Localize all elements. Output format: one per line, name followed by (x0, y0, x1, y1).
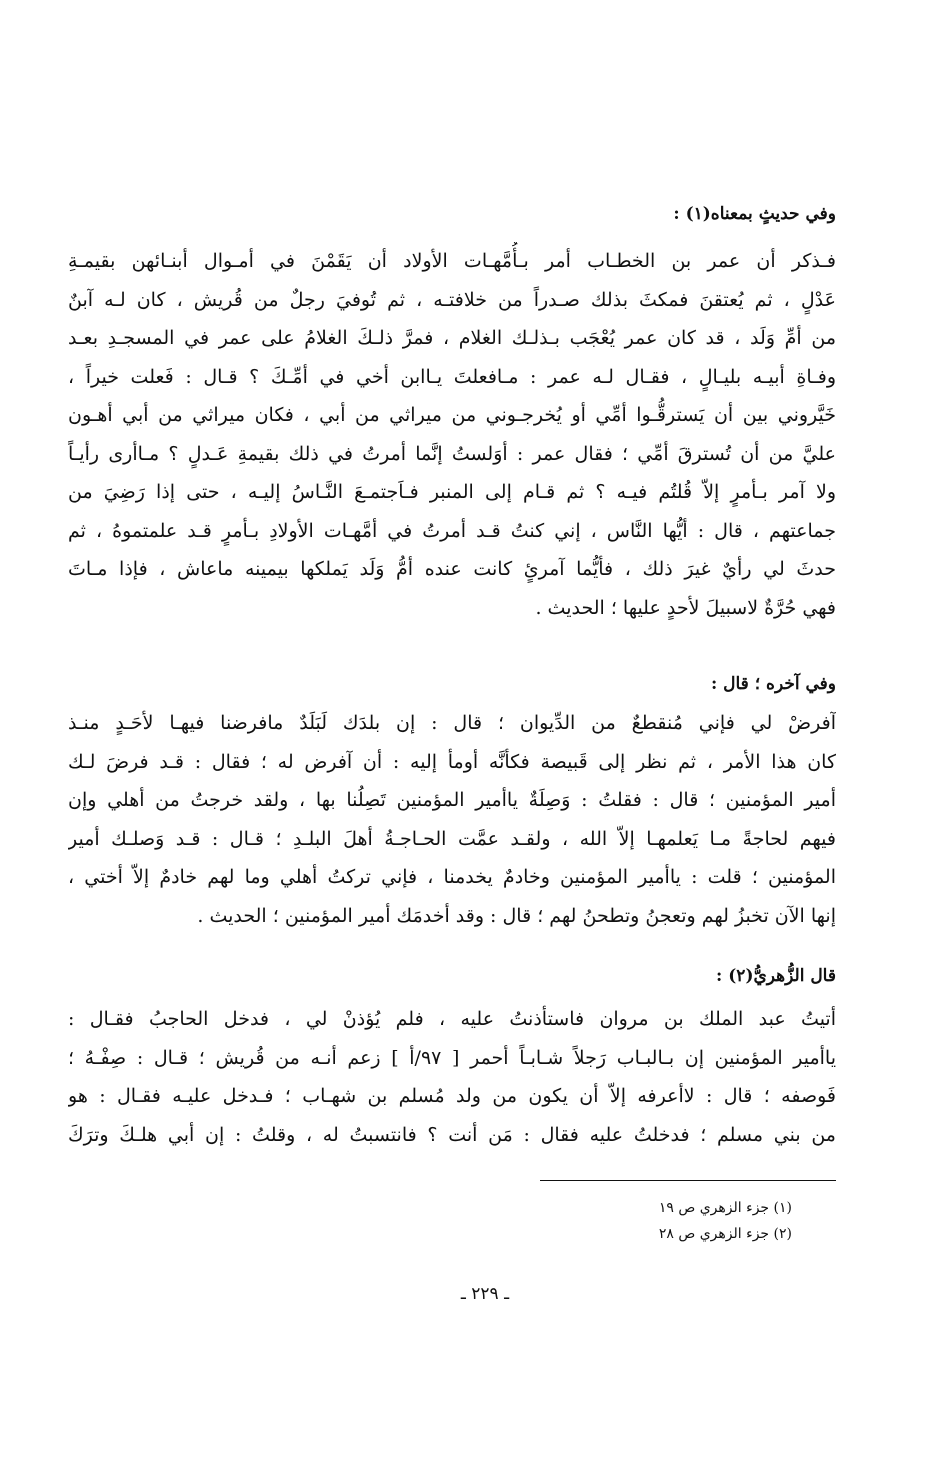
section-heading: قال الزُّهريُّ(٢) : (716, 966, 836, 986)
text-line: آفرضْ لي فإني مُنقطعٌ من الدِّيوان ؛ قال : إن بلدَك لَبَلَدٌ مافرضنا فيهـا لأحَـدٍ منـذ (68, 712, 836, 734)
page-number: ـ ٢٢٩ ـ (460, 1284, 510, 1304)
text-line: أمير المؤمنين ؛ قال : فقلتُ : وَصِلَةٌ ياأمير المؤمنين تَصِلُنا بها ، ولقد خرجتُ من أهلي وإن (68, 789, 836, 811)
text-line: فـذكر أن عمر بن الخطـاب أمر بـأُمَّهـات الأولاد أن يَقَمْنَ في أمـوال أبنـائهن بقيمـةِ (68, 250, 836, 272)
text-line: عليَّ من أن تُسترقَ أمِّي ؛ فقال عمر : أوَلستُ إنَّما أمرتُ في ذلك بقيمةِ عَـدلٍ ؟ مـاأرى رأيـاً (68, 442, 836, 465)
text-line: المؤمنين ؛ قلت : ياأمير المؤمنين وخادمٌ يخدمنا ، فإني تركتُ أهلي وما لهم خادمٌ إلاّ أختي ، (68, 866, 836, 888)
footnote: (٢) جزء الزهري ص ٢٨ (658, 1226, 792, 1242)
text-line: كان هذا الأمر ، ثم نظر إلى قَبيصة فكأنَّه أومأ إليه : أن آفرض له ؛ فقال : قـد فرضَ لـك (68, 750, 836, 773)
footnote: (١) جزء الزهري ص ١٩ (658, 1200, 792, 1216)
text-line: فهي حُرَّةٌ لاسبيلَ لأحدٍ عليها ؛ الحديث . (535, 596, 836, 619)
text-line: عَدْلٍ ، ثم يُعتقنَ فمكثَ بذلك صـدراً من خلافتـه ، ثم تُوفيَ رجلٌ من قُريش ، كان لـه آبنٌ (68, 288, 836, 311)
text-line: ولا آمر بـأمرٍ إلاّ قُلتُم فيـه ؟ ثم قـام إلى المنبر فـاَجتمـعَ النَّـاسُ إليـه ، حتى إذا رَضِيَ من (68, 481, 836, 503)
text-line: فيهم لحاجةً مـا يَعلمهـا إلاّ الله ، ولقـد عمَّت الحـاجـةُ أهلَ البلـدِ ؛ قـال : قـد وَصلـك أمير (68, 827, 836, 850)
footnote-divider (540, 1180, 836, 1181)
text-line: من أمِّ وَلَد ، قد كان عمر يُعْجَب بـذلـك الغلام ، فمرَّ ذلـكَ الغلامُ على عمر في المسجـدِ بعـد (68, 327, 836, 349)
text-line: من بني مسلم ؛ فدخلتُ عليه فقال : مَن أنت ؟ فانتسبتُ له ، وقلتُ : إن أبي هلـكَ وترَكَ (68, 1123, 836, 1146)
paragraph (68, 704, 836, 935)
section-heading: وفي حديثٍ بمعناه(١) : (673, 204, 836, 224)
text-line: فَوصفه ؛ قال : لاأعرفه إلاّ أن يكون من ولد مُسلم بن شهـاب ؛ فـدخل عليـه فقـال : هو (68, 1085, 836, 1107)
paragraph (68, 1000, 836, 1154)
text-line: جماعتهم ، قال : أيُّها النَّاس ، إني كنتُ قـد أمرتُ في أمَّهـات الأولادِ بـأمرٍ قـد علمتموهُ ، ثم (68, 519, 836, 542)
text-line: إنها الآن تخبزُ لهم وتعجنُ وتطحنُ لهم ؛ قال : وقد أخدمَك أمير المؤمنين ؛ الحديث . (197, 904, 836, 927)
text-line: حدثَ لي رأيٌ غيرَ ذلك ، فأيُّما آمرئٍ كانت عنده أمُّ وَلَد يَملكها بيمينه ماعاش ، فإذا مـاتَ (68, 558, 836, 580)
text-line: وفـاةِ أبيـه بليـالٍ ، فقـال لـه عمر : مـافعلتَ يـاابن أخي في أمِّـكَ ؟ قـال : فَعلت خيراً ، (68, 365, 836, 388)
paragraph (68, 242, 836, 627)
section-heading: وفي آخره ؛ قال : (710, 674, 836, 694)
text-line: ياأمير المؤمنين إن بـالبـاب رَجلاً شـابـاً أحمر [ ٩٧/أ ] زعم أنـه من قُريش ؛ قـال : صِفْـهُ ؛ (68, 1046, 836, 1069)
text-line: أتيتُ عبد الملك بن مروان فاستأذنتُ عليه ، فلم يُؤذنْ لي ، فدخل الحاجبُ فقـال : (68, 1008, 836, 1030)
text-line: خَيَّروني بين أن يَسترقُّـوا أمِّي أو يُخرجـوني من ميراثي من أبي ، فكان ميراثي من أبي أهـون (68, 404, 836, 426)
